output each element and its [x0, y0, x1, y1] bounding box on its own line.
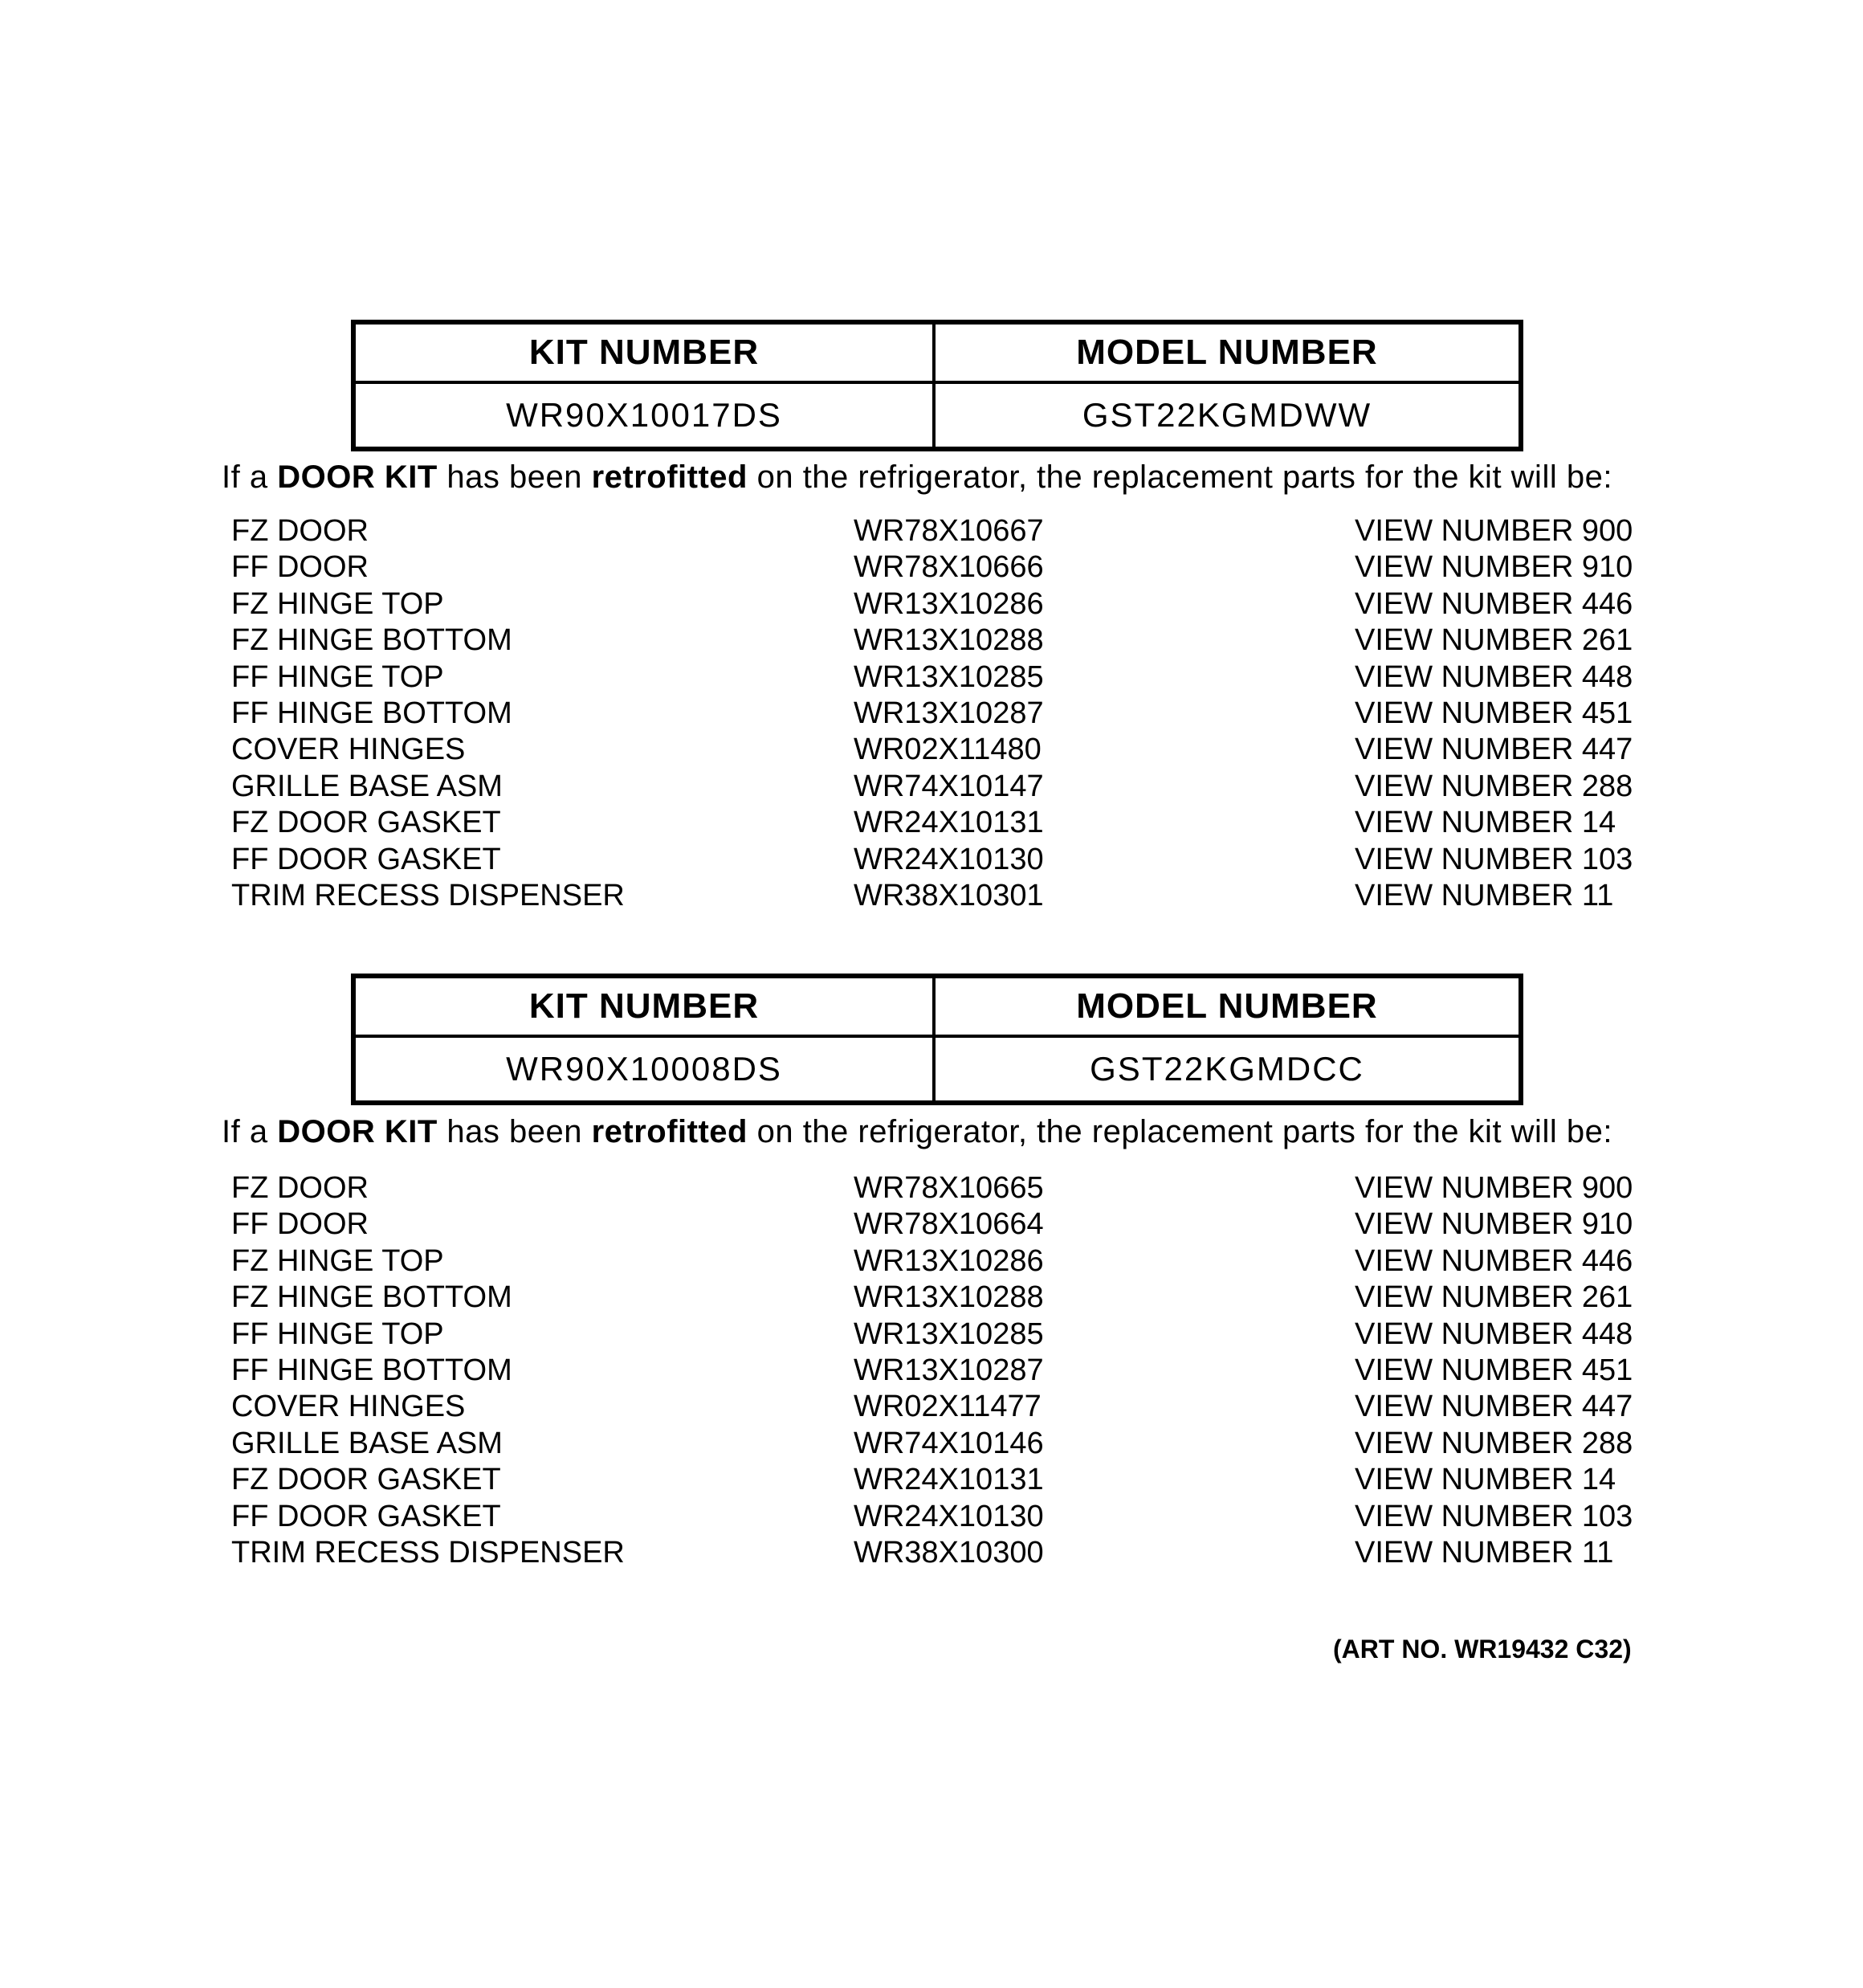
- part-name: FF DOOR GASKET: [231, 1499, 501, 1533]
- part-name: COVER HINGES: [231, 1390, 466, 1424]
- view-number: VIEW NUMBER 261: [1355, 623, 1633, 658]
- part-number: WR02X11477: [854, 1390, 1042, 1424]
- part-number: WR13X10285: [854, 1316, 1044, 1351]
- part-name: FF DOOR: [231, 1207, 369, 1242]
- part-number: WR38X10300: [854, 1535, 1044, 1570]
- view-number: VIEW NUMBER 447: [1355, 733, 1633, 767]
- kit-number-value: WR90X10008DS: [356, 1038, 936, 1100]
- view-number: VIEW NUMBER 103: [1355, 842, 1633, 876]
- view-number: VIEW NUMBER 11: [1355, 1535, 1614, 1570]
- parts-list-1: [231, 513, 1645, 914]
- kit-number-header: KIT NUMBER: [356, 325, 936, 384]
- parts-row: [231, 1462, 1645, 1498]
- part-name: FF HINGE BOTTOM: [231, 696, 512, 730]
- view-number: VIEW NUMBER 103: [1355, 1499, 1633, 1533]
- model-number-value: GST22KGMDCC: [1090, 1050, 1364, 1088]
- kit-model-table-1: [351, 320, 1523, 451]
- view-number: VIEW NUMBER 451: [1355, 696, 1633, 730]
- part-number: WR24X10131: [854, 1463, 1044, 1497]
- part-number: WR38X10301: [854, 878, 1044, 912]
- part-name: GRILLE BASE ASM: [231, 1426, 503, 1460]
- parts-row: [231, 1499, 1645, 1535]
- part-number: WR13X10287: [854, 696, 1044, 730]
- kit-number-header: KIT NUMBER: [356, 978, 936, 1038]
- view-number: VIEW NUMBER 448: [1355, 659, 1633, 694]
- part-name: FF DOOR: [231, 550, 369, 585]
- note-text: has been: [437, 1114, 592, 1149]
- part-name: FZ DOOR GASKET: [231, 806, 501, 840]
- part-name: COVER HINGES: [231, 733, 466, 767]
- parts-row: [231, 878, 1645, 914]
- view-number: VIEW NUMBER 446: [1355, 1243, 1633, 1278]
- view-number: VIEW NUMBER 261: [1355, 1280, 1633, 1315]
- part-number: WR13X10285: [854, 659, 1044, 694]
- parts-row: [231, 1389, 1645, 1425]
- view-number: VIEW NUMBER 288: [1355, 1426, 1633, 1460]
- view-number: VIEW NUMBER 447: [1355, 1390, 1633, 1424]
- parts-row: [231, 549, 1645, 586]
- parts-row: [231, 659, 1645, 696]
- note-text: has been: [437, 459, 592, 495]
- part-number: WR02X11480: [854, 733, 1042, 767]
- part-number: WR13X10286: [854, 586, 1044, 621]
- parts-row: [231, 513, 1645, 549]
- art-number: (ART NO. WR19432 C32): [1333, 1635, 1632, 1663]
- view-number: VIEW NUMBER 451: [1355, 1353, 1633, 1387]
- model-number-header: MODEL NUMBER: [936, 978, 1519, 1038]
- part-number: WR13X10286: [854, 1243, 1044, 1278]
- part-number: WR24X10131: [854, 806, 1044, 840]
- view-number: VIEW NUMBER 900: [1355, 1171, 1633, 1205]
- model-number-value: GST22KGMDWW: [1082, 396, 1372, 434]
- part-number: WR24X10130: [854, 1499, 1044, 1533]
- parts-row: [231, 769, 1645, 805]
- kit-number-value: WR90X10017DS: [356, 384, 936, 447]
- part-name: FF HINGE TOP: [231, 1316, 444, 1351]
- parts-row: [231, 805, 1645, 841]
- part-number: WR78X10667: [854, 514, 1044, 548]
- part-name: FF DOOR GASKET: [231, 842, 501, 876]
- view-number: VIEW NUMBER 14: [1355, 806, 1616, 840]
- note-text: on the refrigerator, the replacement parts for the kit will be:: [747, 459, 1612, 495]
- part-name: FZ HINGE BOTTOM: [231, 1280, 512, 1315]
- parts-row: [231, 1316, 1645, 1353]
- view-number: VIEW NUMBER 446: [1355, 586, 1633, 621]
- part-number: WR74X10147: [854, 769, 1044, 803]
- parts-row: [231, 696, 1645, 732]
- model-number-header: MODEL NUMBER: [936, 325, 1519, 384]
- part-name: FF HINGE TOP: [231, 659, 444, 694]
- part-name: FZ DOOR: [231, 514, 369, 548]
- part-number: WR78X10664: [854, 1207, 1044, 1242]
- parts-row: [231, 732, 1645, 768]
- view-number: VIEW NUMBER 448: [1355, 1316, 1633, 1351]
- note-text: If a: [222, 459, 278, 495]
- parts-row: [231, 1280, 1645, 1316]
- note-retrofitted: retrofitted: [591, 459, 748, 495]
- parts-row: [231, 586, 1645, 623]
- part-number: WR13X10288: [854, 623, 1044, 658]
- note-text: on the refrigerator, the replacement parts for the kit will be:: [747, 1114, 1612, 1149]
- note-door-kit: DOOR KIT: [277, 1114, 438, 1149]
- part-name: TRIM RECESS DISPENSER: [231, 1535, 625, 1570]
- view-number: VIEW NUMBER 288: [1355, 769, 1633, 803]
- part-number: WR78X10665: [854, 1171, 1044, 1205]
- retrofit-note-1: [222, 459, 1612, 495]
- note-door-kit: DOOR KIT: [277, 459, 438, 495]
- part-name: FZ DOOR GASKET: [231, 1463, 501, 1497]
- parts-row: [231, 1170, 1645, 1206]
- part-number: WR24X10130: [854, 842, 1044, 876]
- parts-row: [231, 1426, 1645, 1462]
- view-number: VIEW NUMBER 14: [1355, 1463, 1616, 1497]
- parts-row: [231, 1353, 1645, 1389]
- part-name: FZ HINGE TOP: [231, 1243, 444, 1278]
- kit-model-table-2: [351, 974, 1523, 1105]
- view-number: VIEW NUMBER 11: [1355, 878, 1614, 912]
- parts-list-2: [231, 1170, 1645, 1571]
- parts-row: [231, 842, 1645, 878]
- note-retrofitted: retrofitted: [591, 1114, 748, 1149]
- part-name: FF HINGE BOTTOM: [231, 1353, 512, 1387]
- part-name: TRIM RECESS DISPENSER: [231, 878, 625, 912]
- parts-row: [231, 1243, 1645, 1280]
- part-name: FZ HINGE TOP: [231, 586, 444, 621]
- view-number: VIEW NUMBER 910: [1355, 550, 1633, 585]
- part-name: GRILLE BASE ASM: [231, 769, 503, 803]
- part-number: WR13X10288: [854, 1280, 1044, 1315]
- parts-row: [231, 1206, 1645, 1243]
- part-number: WR74X10146: [854, 1426, 1044, 1460]
- note-text: If a: [222, 1114, 278, 1149]
- part-name: FZ DOOR: [231, 1171, 369, 1205]
- part-name: FZ HINGE BOTTOM: [231, 623, 512, 658]
- view-number: VIEW NUMBER 910: [1355, 1207, 1633, 1242]
- part-number: WR78X10666: [854, 550, 1044, 585]
- parts-row: [231, 623, 1645, 659]
- part-number: WR13X10287: [854, 1353, 1044, 1387]
- parts-row: [231, 1535, 1645, 1571]
- view-number: VIEW NUMBER 900: [1355, 514, 1633, 548]
- retrofit-note-2: [222, 1114, 1612, 1149]
